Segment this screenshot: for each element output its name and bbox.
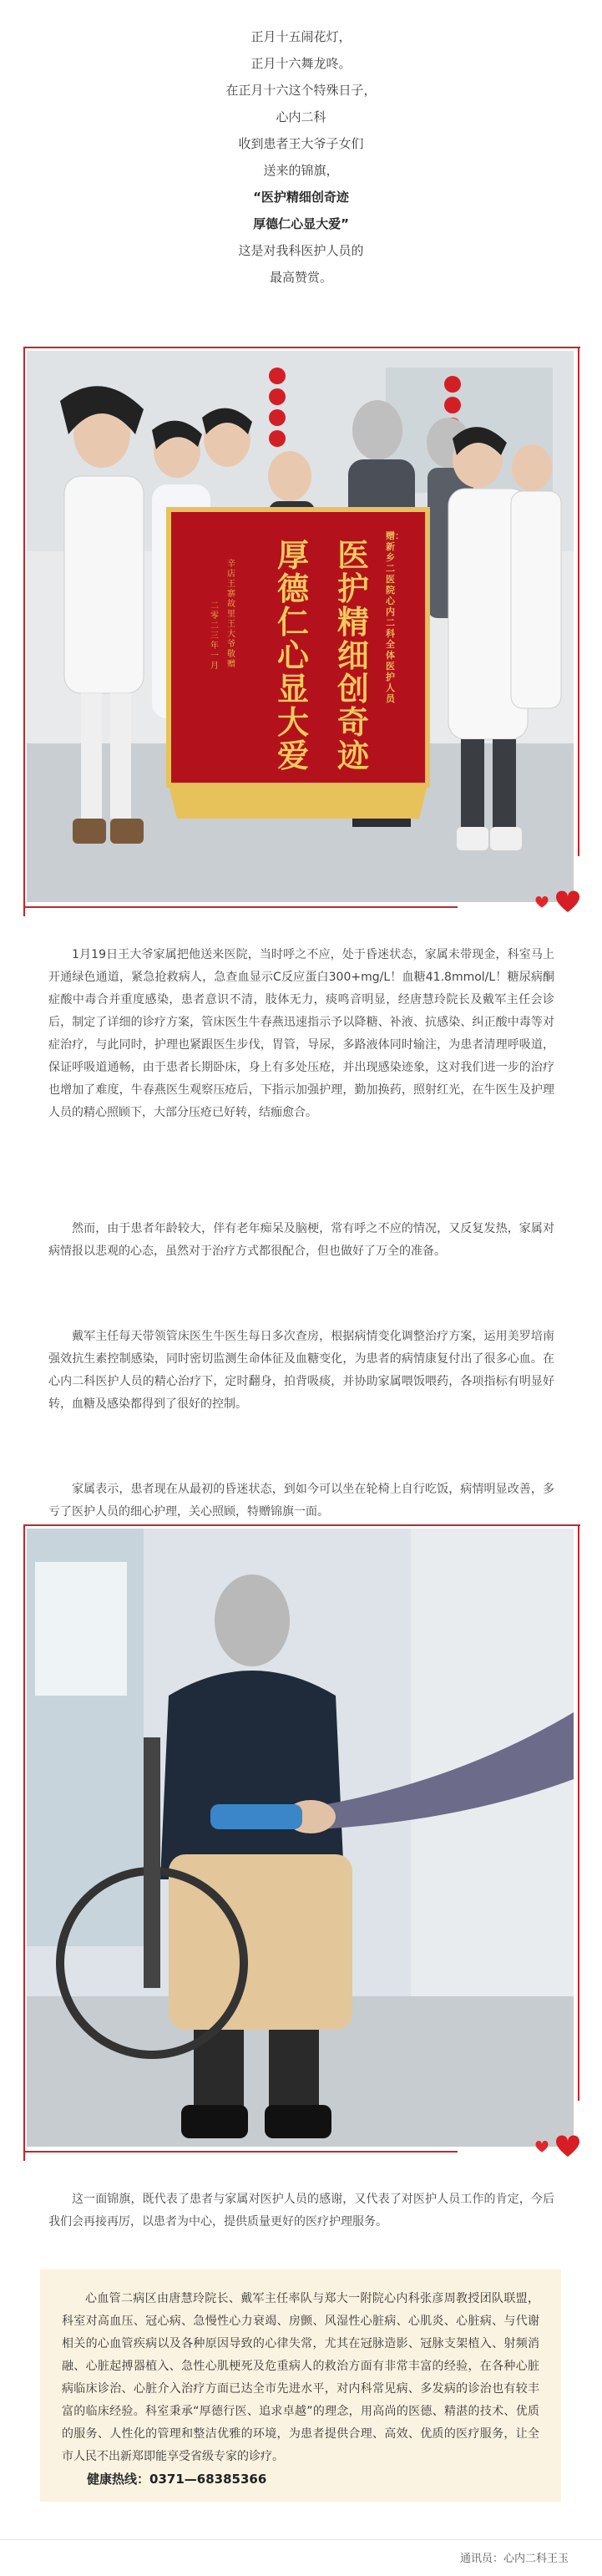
opening-poem	[0, 23, 602, 291]
hotline-label: 健康热线：	[87, 2472, 150, 2487]
photo-frame-right	[578, 347, 579, 856]
footer-divider	[0, 2539, 602, 2540]
poem-line: 正月十六舞龙咚。	[250, 56, 352, 71]
group-photo-with-banner	[27, 351, 574, 902]
story-paragraph: 戴军主任每天带领管床医生牛医生每日多次查房，根据病情变化调整治疗方案，运用美罗培南强效抗生素控制感染，同时密切监测生命体征及血糖变化，为患者的病情康复付出了很多心血。在心内二科医护人员的精心治疗下，定时翻身，拍背吸痰，并协助家属喂饭喂药，各项指标有明显好转，血糖及感染都得到了很好的控制。	[48, 1330, 554, 1411]
poem-line: 最高赞赏。	[269, 270, 332, 285]
poem-line: 在正月十六这个特殊日子，	[225, 83, 377, 98]
story-paragraph: 家属表示，患者现在从最初的昏迷状态，到如今可以坐在轮椅上自行吃饭，病情明显改善，多亏了医护人员的细心护理，关心照顾，特赠锦旗一面。	[48, 1483, 554, 1519]
story-paragraph: 1月19日王大爷家属把他送来医院，当时呼之不应，处于昏迷状态，家属未带现金，科室马上开通绿色通道，紧急抢救病人，急查血显示C反应蛋白300+mg/L！血糖41.8mmol/L！糖尿病酮症酸中毒合并重度感染，患者意识不清，肢体无力，痰鸣音明显，经唐慧玲院长及戴军主任会诊后，制定了详细的诊疗方案，管床医生牛春燕迅速指示予以降糖、补液、抗感染、纠正酸中毒等对症治疗，与此同时，护理也紧跟医生步伐，胃管，导尿，多路液体同时输注，为患者清理呼吸道，保证呼吸道通畅，由于患者长期卧床，身上有多处压疮，并出现感染迹象，这对我们进一步的治疗也增加了难度，牛春燕医生观察压疮后，下指示加强护理，勤加换药，照射红光，在牛医生及护理人员的精心照顾下，大部分压疮已好转，结痂愈合。	[48, 948, 554, 1119]
closing-paragraph: 这一面锦旗，既代表了患者与家属对医护人员的感谢，又代表了对医护人员工作的肯定，今后我们会再接再厉，以患者为中心，提供质量更好的医疗护理服务。	[48, 2193, 554, 2229]
health-hotline	[62, 2470, 539, 2487]
banner-column-1: 医护精细创奇迹	[337, 536, 370, 774]
poem-line-quote: 厚德仁心显大爱”	[253, 216, 349, 231]
banner-signature: 辛店王寨故里王大爷 敬赠	[227, 560, 235, 669]
department-description: 心血管二病区由唐慧玲院长、戴军主任率队与郑大一附院心内科张彦周教授团队联盟，科室对高血压、冠心病、急慢性心力衰竭、房颤、风湿性心脏病、心肌炎、心脏病、与代谢相关的心血管疾病以及各种原因导致的心律失常，尤其在冠脉造影、冠脉支架植入、射频消融、心脏起搏器植入、急性心肌梗死及危重病人的救治方面有非常丰富的经验，在各种心脏病临床诊治、心脏介入治疗方面已达全市先进水平，对内科常见病、多发病的诊治也有较丰富的临床经验。科室秉承“厚德行医、追求卓越”的理念，用高尚的医德、精湛的技术、优质的服务、人性化的管理和整洁优雅的环境，为患者提供合理、高效、优质的医疗服务，让全市人民不出新郑即能享受省级专家的诊疗。	[62, 2292, 539, 2463]
heart-decoration-2	[534, 2130, 584, 2167]
photo2-frame-bottom	[23, 2151, 458, 2153]
correspondent-credit: 通讯员：心内二科王玉	[459, 2553, 569, 2565]
hotline-number[interactable]: 0371—68385366	[149, 2472, 267, 2487]
poem-line: 送来的锦旗，	[263, 163, 339, 178]
poem-line: 心内二科	[276, 109, 326, 124]
poem-line: 正月十五闹花灯，	[250, 29, 352, 44]
heart-decoration	[534, 885, 584, 922]
banner-top-line: 赠：新乡二医院心内二科全体医护人员	[386, 530, 404, 704]
banner-column-2: 厚德仁心显大爱	[277, 536, 310, 774]
story-paragraph: 然而，由于患者年龄较大，伴有老年痴呆及脑梗，常有呼之不应的情况，又反复发热，家属对病情报以悲观的心态，虽然对于治疗方式都很配合，但也做好了万全的准备。	[48, 1222, 554, 1258]
banner-date: 二零二三年一月	[210, 601, 219, 671]
patient-wheelchair-photo	[27, 1529, 574, 2147]
poem-line: 这是对我科医护人员的	[238, 243, 364, 258]
department-info-box	[40, 2269, 561, 2502]
poem-line: 收到患者王大爷子女们	[238, 136, 364, 151]
photo-frame-bottom	[23, 906, 458, 908]
poem-line-quote: “医护精细创奇迹	[253, 190, 349, 205]
photo2-frame-right	[578, 1524, 579, 2101]
